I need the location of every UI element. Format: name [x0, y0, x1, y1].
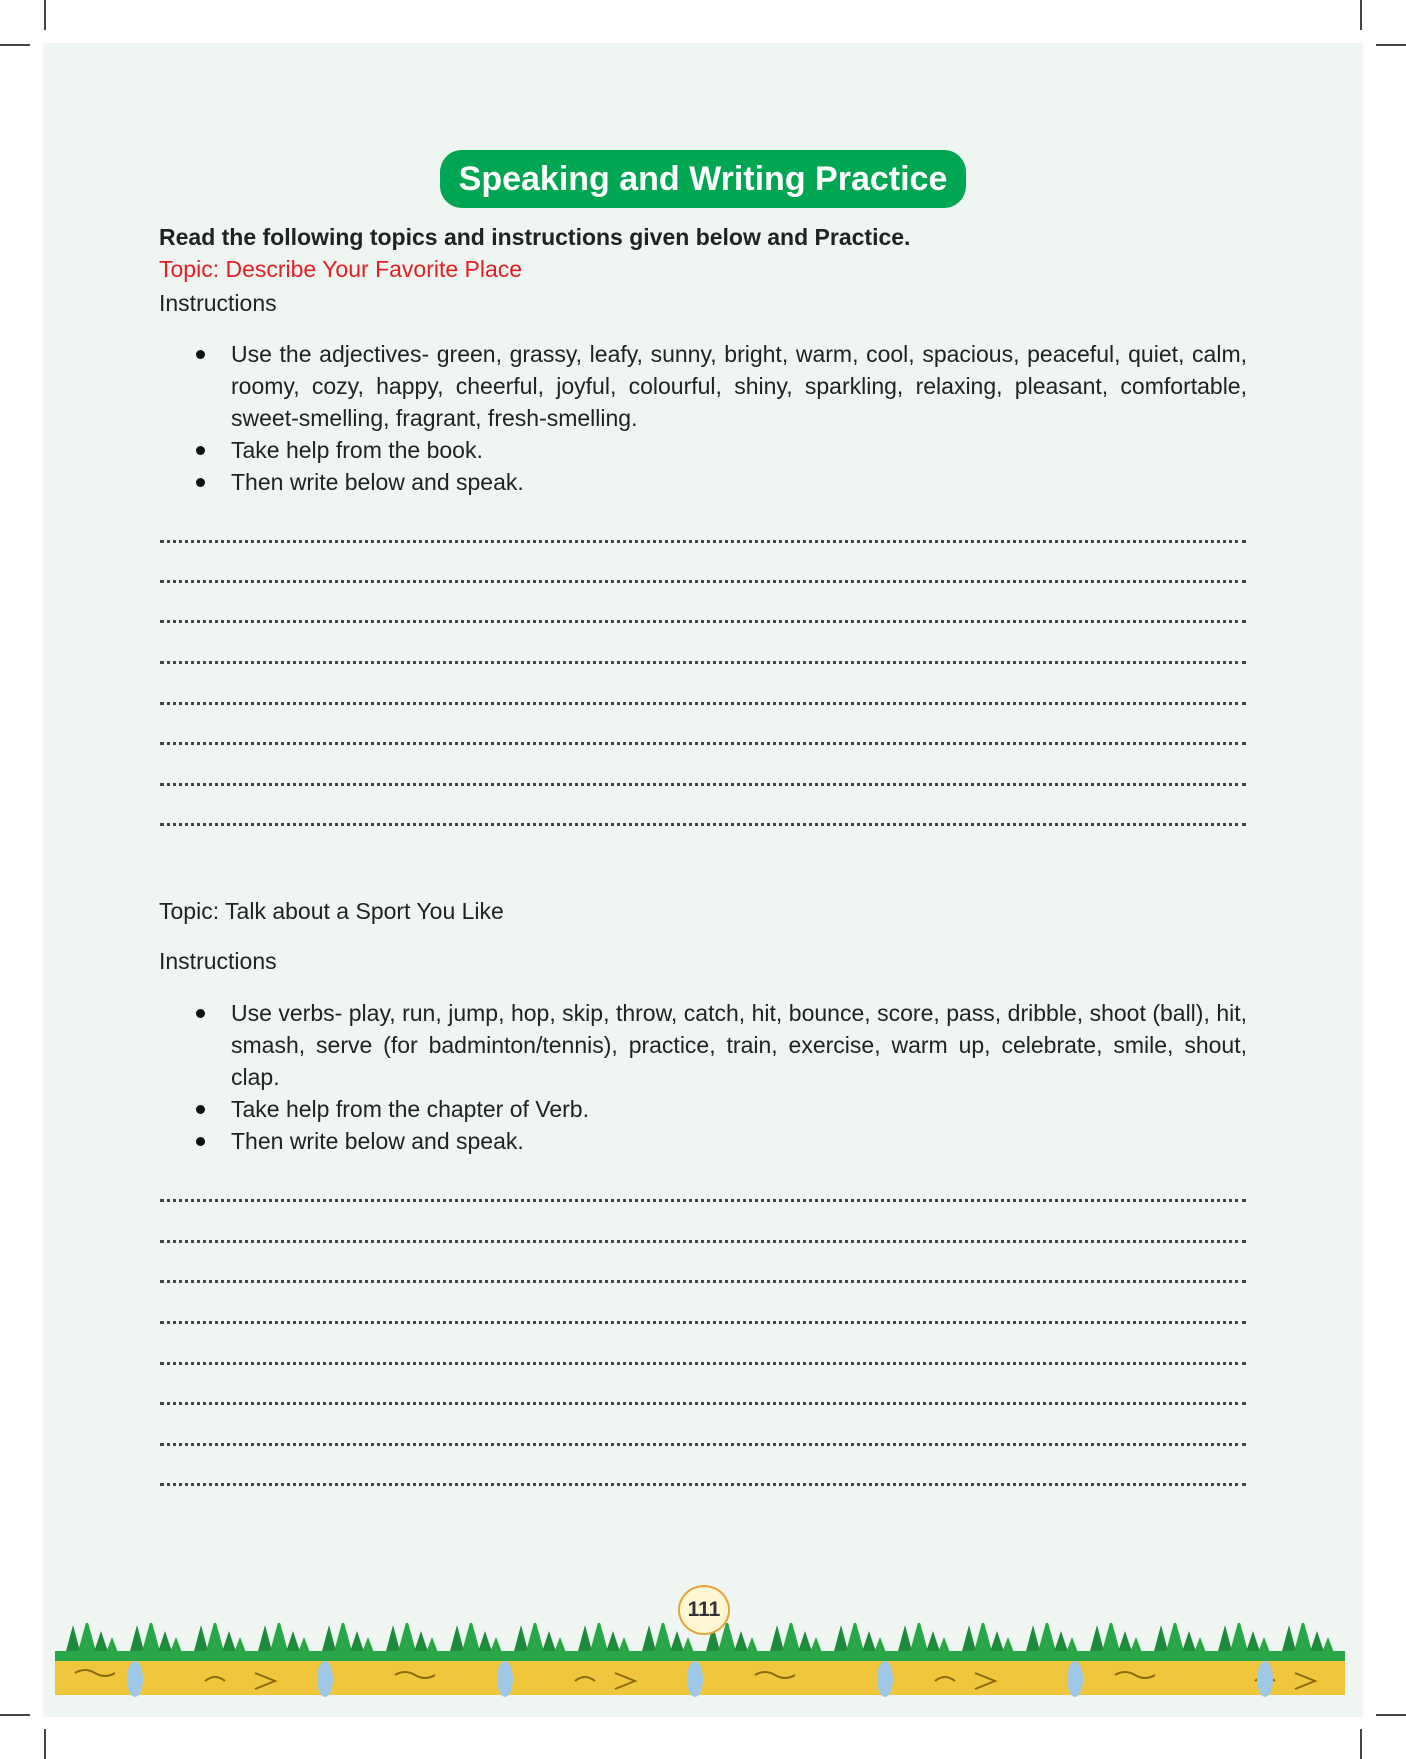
crop-mark — [44, 0, 46, 30]
writing-line[interactable] — [160, 620, 1246, 623]
writing-line[interactable] — [160, 742, 1246, 745]
writing-line[interactable] — [160, 580, 1246, 583]
list-item: Then write below and speak. — [159, 466, 1247, 498]
writing-line[interactable] — [160, 1321, 1246, 1324]
writing-line[interactable] — [160, 1402, 1246, 1405]
writing-line[interactable] — [160, 1199, 1246, 1202]
writing-line[interactable] — [160, 1443, 1246, 1446]
page-title: Speaking and Writing Practice — [440, 150, 966, 208]
instructions-list-1 — [159, 338, 1247, 498]
crop-mark — [1376, 44, 1406, 46]
writing-line[interactable] — [160, 661, 1246, 664]
list-item: Take help from the chapter of Verb. — [159, 1093, 1247, 1125]
crop-mark — [1376, 1714, 1406, 1716]
intro-text: Read the following topics and instructions given below and Practice. — [159, 224, 911, 250]
page-number-badge: 111 — [678, 1585, 730, 1635]
instructions-label-2: Instructions — [159, 948, 277, 974]
crop-mark — [0, 44, 30, 46]
list-item: Use the adjectives- green, grassy, leafy, sunny, bright, warm, cool, spacious, peaceful, quiet, calm, roomy, cozy, happy, cheerful, joyful, colourful, shiny, sparkling, relaxing, pleasant, comfortable, sweet-smelling, fragrant, fresh-smelling. — [159, 338, 1247, 434]
writing-line[interactable] — [160, 1483, 1246, 1486]
instructions-label-1: Instructions — [159, 290, 277, 316]
crop-mark — [1360, 0, 1362, 30]
crop-mark — [44, 1729, 46, 1759]
writing-line[interactable] — [160, 783, 1246, 786]
instructions-list-2 — [159, 997, 1247, 1157]
writing-line[interactable] — [160, 1362, 1246, 1365]
list-item: Then write below and speak. — [159, 1125, 1247, 1157]
list-item: Take help from the book. — [159, 434, 1247, 466]
crop-mark — [0, 1714, 30, 1716]
writing-line[interactable] — [160, 702, 1246, 705]
list-item: Use verbs- play, run, jump, hop, skip, throw, catch, hit, bounce, score, pass, dribble, shoot (ball), hit, smash, serve (for badminton/tennis), practice, train, exercise, warm up, celebrate, smile, shout, clap. — [159, 997, 1247, 1093]
crop-mark — [1360, 1729, 1362, 1759]
topic-1: Topic: Describe Your Favorite Place — [159, 256, 523, 282]
writing-line[interactable] — [160, 540, 1246, 543]
writing-line[interactable] — [160, 1280, 1246, 1283]
writing-line[interactable] — [160, 1240, 1246, 1243]
topic-2: Topic: Talk about a Sport You Like — [159, 898, 504, 924]
writing-line[interactable] — [160, 823, 1246, 826]
